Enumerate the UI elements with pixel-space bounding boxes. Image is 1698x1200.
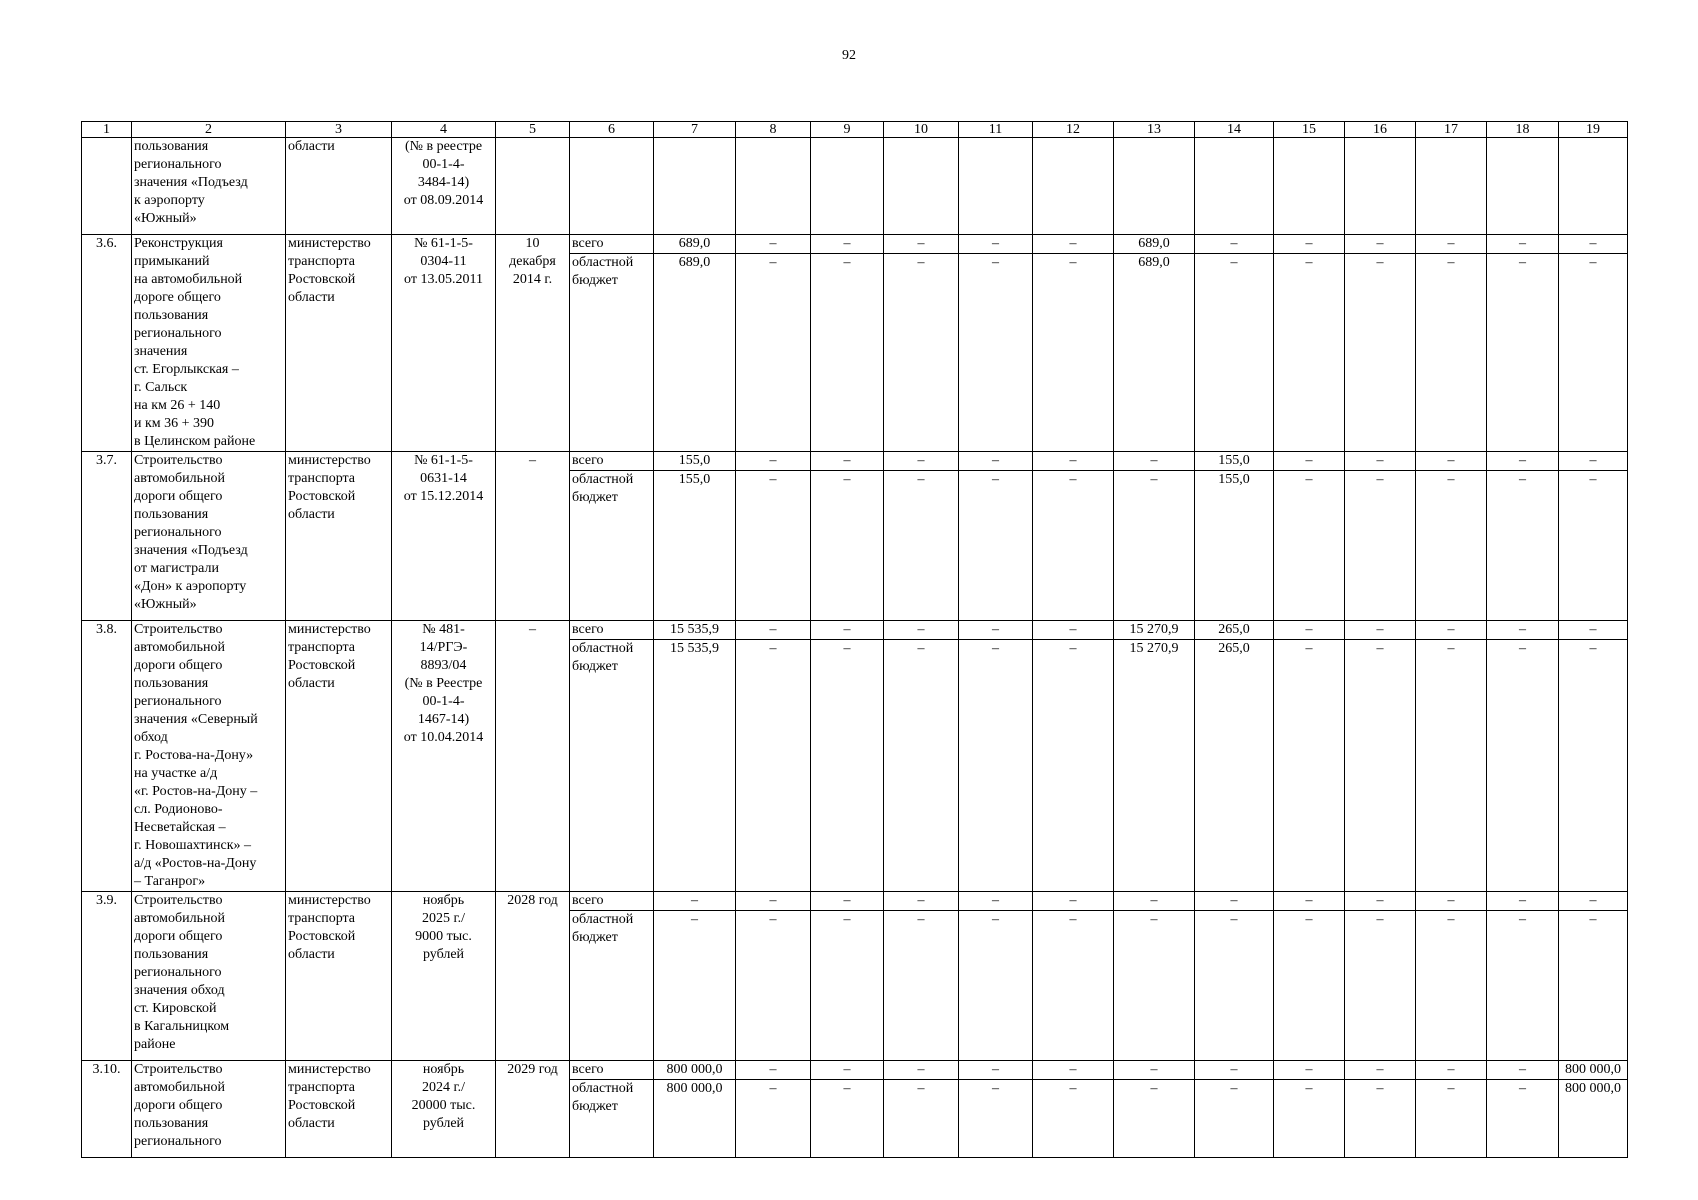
column-header: 3: [286, 122, 392, 138]
column-header: 18: [1487, 122, 1559, 138]
item-date: 2029 год: [496, 1061, 570, 1158]
value-cell: –: [1487, 640, 1559, 892]
item-name: пользования регионального значения «Подъезд к аэропорту «Южный»: [132, 138, 286, 235]
value-cell: –: [1487, 911, 1559, 1061]
value-cell: –: [1559, 254, 1628, 452]
item-document: ноябрь 2025 г./ 9000 тыс. рублей: [392, 892, 496, 1061]
value-cell: –: [1487, 1061, 1559, 1080]
value-cell: [1416, 138, 1487, 235]
value-cell: –: [1114, 1080, 1195, 1158]
value-cell: –: [736, 621, 811, 640]
page-number: 92: [842, 48, 856, 63]
value-cell: –: [1345, 471, 1416, 621]
value-cell: –: [884, 1061, 959, 1080]
item-name: Строительство автомобильной дороги общего пользования регионального значения обход ст. Кировской в Кагальницком районе: [132, 892, 286, 1061]
value-cell: [959, 138, 1033, 235]
value-cell: [1274, 138, 1345, 235]
value-cell: 689,0: [654, 254, 736, 452]
value-cell: [811, 138, 884, 235]
value-cell: –: [884, 1080, 959, 1158]
budget-table: [81, 121, 1628, 1158]
item-name: Реконструкция примыканий на автомобильной дороге общего пользования регионального значения ст. Егорлыкская – г. Сальск на км 26 + 140 и км 36 + 390 в Целинском районе: [132, 235, 286, 452]
value-cell: –: [1033, 471, 1114, 621]
value-cell: [1195, 138, 1274, 235]
value-cell: –: [959, 621, 1033, 640]
value-cell: –: [1487, 1080, 1559, 1158]
value-cell: –: [1274, 452, 1345, 471]
funding-source: областной бюджет: [570, 640, 654, 892]
funding-source: всего: [570, 892, 654, 911]
value-cell: –: [959, 471, 1033, 621]
value-cell: –: [1114, 1061, 1195, 1080]
column-header: 12: [1033, 122, 1114, 138]
item-name: Строительство автомобильной дороги общего пользования регионального значения «Подъезд от магистрали «Дон» к аэропорту «Южный»: [132, 452, 286, 621]
value-cell: –: [1559, 892, 1628, 911]
value-cell: –: [1345, 892, 1416, 911]
value-cell: –: [1274, 1061, 1345, 1080]
value-cell: –: [736, 235, 811, 254]
value-cell: –: [1416, 452, 1487, 471]
item-number: 3.10.: [82, 1061, 132, 1158]
value-cell: –: [1033, 1061, 1114, 1080]
value-cell: –: [811, 471, 884, 621]
value-cell: –: [1487, 621, 1559, 640]
value-cell: –: [884, 254, 959, 452]
value-cell: –: [1033, 640, 1114, 892]
table-row: [82, 452, 1628, 471]
value-cell: 15 270,9: [1114, 621, 1195, 640]
value-cell: –: [1274, 640, 1345, 892]
value-cell: –: [1274, 1080, 1345, 1158]
item-date: [496, 138, 570, 235]
value-cell: –: [1274, 621, 1345, 640]
value-cell: –: [736, 254, 811, 452]
value-cell: –: [1274, 254, 1345, 452]
value-cell: –: [1114, 452, 1195, 471]
value-cell: –: [959, 235, 1033, 254]
table-row: [82, 621, 1628, 640]
column-number-header: [82, 122, 1628, 138]
value-cell: [570, 138, 654, 235]
value-cell: –: [1195, 911, 1274, 1061]
value-cell: –: [811, 1061, 884, 1080]
funding-source: всего: [570, 452, 654, 471]
value-cell: –: [1559, 621, 1628, 640]
value-cell: 155,0: [1195, 471, 1274, 621]
value-cell: –: [959, 1080, 1033, 1158]
value-cell: [1345, 138, 1416, 235]
item-document: (№ в реестре 00-1-4- 3484-14) от 08.09.2014: [392, 138, 496, 235]
column-header: 10: [884, 122, 959, 138]
value-cell: 800 000,0: [1559, 1080, 1628, 1158]
column-header: 1: [82, 122, 132, 138]
column-header: 2: [132, 122, 286, 138]
value-cell: –: [1274, 892, 1345, 911]
item-executor: министерство транспорта Ростовской области: [286, 892, 392, 1061]
item-document: № 481- 14/РГЭ- 8893/04 (№ в Реестре 00-1-4- 1467-14) от 10.04.2014: [392, 621, 496, 892]
item-executor: министерство транспорта Ростовской области: [286, 621, 392, 892]
value-cell: –: [1487, 254, 1559, 452]
column-header: 17: [1416, 122, 1487, 138]
value-cell: –: [1487, 235, 1559, 254]
value-cell: –: [1345, 254, 1416, 452]
value-cell: –: [1416, 892, 1487, 911]
value-cell: –: [736, 640, 811, 892]
column-header: 9: [811, 122, 884, 138]
value-cell: –: [736, 892, 811, 911]
value-cell: –: [736, 1080, 811, 1158]
value-cell: –: [1114, 911, 1195, 1061]
funding-source: областной бюджет: [570, 254, 654, 452]
value-cell: –: [1345, 1080, 1416, 1158]
table-row: [82, 892, 1628, 911]
funding-source: областной бюджет: [570, 911, 654, 1061]
value-cell: –: [1033, 911, 1114, 1061]
value-cell: 15 270,9: [1114, 640, 1195, 892]
value-cell: –: [884, 640, 959, 892]
value-cell: –: [1416, 621, 1487, 640]
value-cell: [736, 138, 811, 235]
value-cell: –: [959, 254, 1033, 452]
value-cell: –: [1033, 1080, 1114, 1158]
value-cell: –: [1033, 452, 1114, 471]
item-executor: министерство транспорта Ростовской области: [286, 1061, 392, 1158]
value-cell: –: [811, 640, 884, 892]
value-cell: –: [736, 1061, 811, 1080]
value-cell: 800 000,0: [654, 1080, 736, 1158]
value-cell: 155,0: [654, 452, 736, 471]
item-document: № 61-1-5- 0631-14 от 15.12.2014: [392, 452, 496, 621]
value-cell: –: [959, 911, 1033, 1061]
value-cell: [1114, 138, 1195, 235]
value-cell: –: [959, 640, 1033, 892]
value-cell: –: [1274, 911, 1345, 1061]
value-cell: –: [1559, 235, 1628, 254]
value-cell: –: [1033, 621, 1114, 640]
column-header: 14: [1195, 122, 1274, 138]
value-cell: –: [736, 471, 811, 621]
item-number: 3.6.: [82, 235, 132, 452]
column-header: 7: [654, 122, 736, 138]
value-cell: –: [811, 892, 884, 911]
item-document: ноябрь 2024 г./ 20000 тыс. рублей: [392, 1061, 496, 1158]
value-cell: –: [1345, 621, 1416, 640]
value-cell: 155,0: [1195, 452, 1274, 471]
item-name: Строительство автомобильной дороги общего пользования регионального: [132, 1061, 286, 1158]
value-cell: –: [1487, 452, 1559, 471]
value-cell: –: [1416, 254, 1487, 452]
value-cell: –: [1416, 1061, 1487, 1080]
value-cell: 800 000,0: [654, 1061, 736, 1080]
table-body: [82, 122, 1628, 1158]
value-cell: 155,0: [654, 471, 736, 621]
value-cell: –: [1416, 640, 1487, 892]
value-cell: –: [811, 452, 884, 471]
value-cell: [1487, 138, 1559, 235]
value-cell: –: [1559, 911, 1628, 1061]
value-cell: –: [1345, 911, 1416, 1061]
funding-source: всего: [570, 621, 654, 640]
item-number: 3.9.: [82, 892, 132, 1061]
item-date: –: [496, 621, 570, 892]
value-cell: –: [811, 1080, 884, 1158]
value-cell: –: [1487, 471, 1559, 621]
value-cell: [1559, 138, 1628, 235]
value-cell: –: [959, 1061, 1033, 1080]
item-number: 3.7.: [82, 452, 132, 621]
value-cell: –: [1033, 254, 1114, 452]
value-cell: 15 535,9: [654, 640, 736, 892]
value-cell: –: [1559, 640, 1628, 892]
column-header: 13: [1114, 122, 1195, 138]
column-header: 11: [959, 122, 1033, 138]
item-number: 3.8.: [82, 621, 132, 892]
value-cell: –: [1416, 471, 1487, 621]
funding-source: всего: [570, 235, 654, 254]
value-cell: –: [811, 621, 884, 640]
value-cell: –: [959, 452, 1033, 471]
item-executor: министерство транспорта Ростовской области: [286, 452, 392, 621]
column-header: 8: [736, 122, 811, 138]
column-header: 19: [1559, 122, 1628, 138]
funding-source: всего: [570, 1061, 654, 1080]
value-cell: –: [1195, 1080, 1274, 1158]
value-cell: –: [1559, 452, 1628, 471]
value-cell: –: [1274, 235, 1345, 254]
value-cell: 689,0: [654, 235, 736, 254]
value-cell: –: [1345, 1061, 1416, 1080]
value-cell: –: [884, 892, 959, 911]
value-cell: –: [1033, 892, 1114, 911]
value-cell: –: [1416, 1080, 1487, 1158]
item-document: № 61-1-5- 0304-11 от 13.05.2011: [392, 235, 496, 452]
column-header: 5: [496, 122, 570, 138]
value-cell: –: [1345, 235, 1416, 254]
value-cell: –: [654, 911, 736, 1061]
table-row: [82, 235, 1628, 254]
column-header: 16: [1345, 122, 1416, 138]
item-number: [82, 138, 132, 235]
value-cell: 800 000,0: [1559, 1061, 1628, 1080]
value-cell: –: [654, 892, 736, 911]
table-row: [82, 138, 1628, 235]
value-cell: –: [884, 235, 959, 254]
funding-source: областной бюджет: [570, 471, 654, 621]
value-cell: –: [1195, 254, 1274, 452]
column-header: 4: [392, 122, 496, 138]
value-cell: –: [1033, 235, 1114, 254]
item-date: 10 декабря 2014 г.: [496, 235, 570, 452]
value-cell: –: [884, 621, 959, 640]
column-header: 6: [570, 122, 654, 138]
item-name: Строительство автомобильной дороги общего пользования регионального значения «Северный обход г. Ростова-на-Дону» на участке а/д «г. Ростов-на-Дону – сл. Родионово- Несветайская – г. Новошахтинск» – а/д «Ростов-на-Дону – Таганрог»: [132, 621, 286, 892]
value-cell: 689,0: [1114, 235, 1195, 254]
value-cell: 15 535,9: [654, 621, 736, 640]
value-cell: –: [1114, 471, 1195, 621]
value-cell: 689,0: [1114, 254, 1195, 452]
value-cell: –: [1559, 471, 1628, 621]
value-cell: –: [1416, 235, 1487, 254]
value-cell: [1033, 138, 1114, 235]
value-cell: –: [884, 911, 959, 1061]
value-cell: –: [736, 911, 811, 1061]
value-cell: –: [1416, 911, 1487, 1061]
value-cell: –: [1345, 452, 1416, 471]
value-cell: –: [959, 892, 1033, 911]
value-cell: 265,0: [1195, 640, 1274, 892]
value-cell: 265,0: [1195, 621, 1274, 640]
value-cell: –: [811, 911, 884, 1061]
column-header: 15: [1274, 122, 1345, 138]
item-executor: области: [286, 138, 392, 235]
value-cell: [884, 138, 959, 235]
value-cell: –: [736, 452, 811, 471]
value-cell: –: [1195, 1061, 1274, 1080]
value-cell: –: [1274, 471, 1345, 621]
item-executor: министерство транспорта Ростовской области: [286, 235, 392, 452]
item-date: 2028 год: [496, 892, 570, 1061]
item-date: –: [496, 452, 570, 621]
value-cell: –: [884, 471, 959, 621]
table-row: [82, 1061, 1628, 1080]
value-cell: –: [1114, 892, 1195, 911]
funding-source: областной бюджет: [570, 1080, 654, 1158]
value-cell: –: [1487, 892, 1559, 911]
value-cell: –: [811, 235, 884, 254]
value-cell: [654, 138, 736, 235]
value-cell: –: [1345, 640, 1416, 892]
value-cell: –: [811, 254, 884, 452]
value-cell: –: [1195, 892, 1274, 911]
value-cell: –: [1195, 235, 1274, 254]
value-cell: –: [884, 452, 959, 471]
